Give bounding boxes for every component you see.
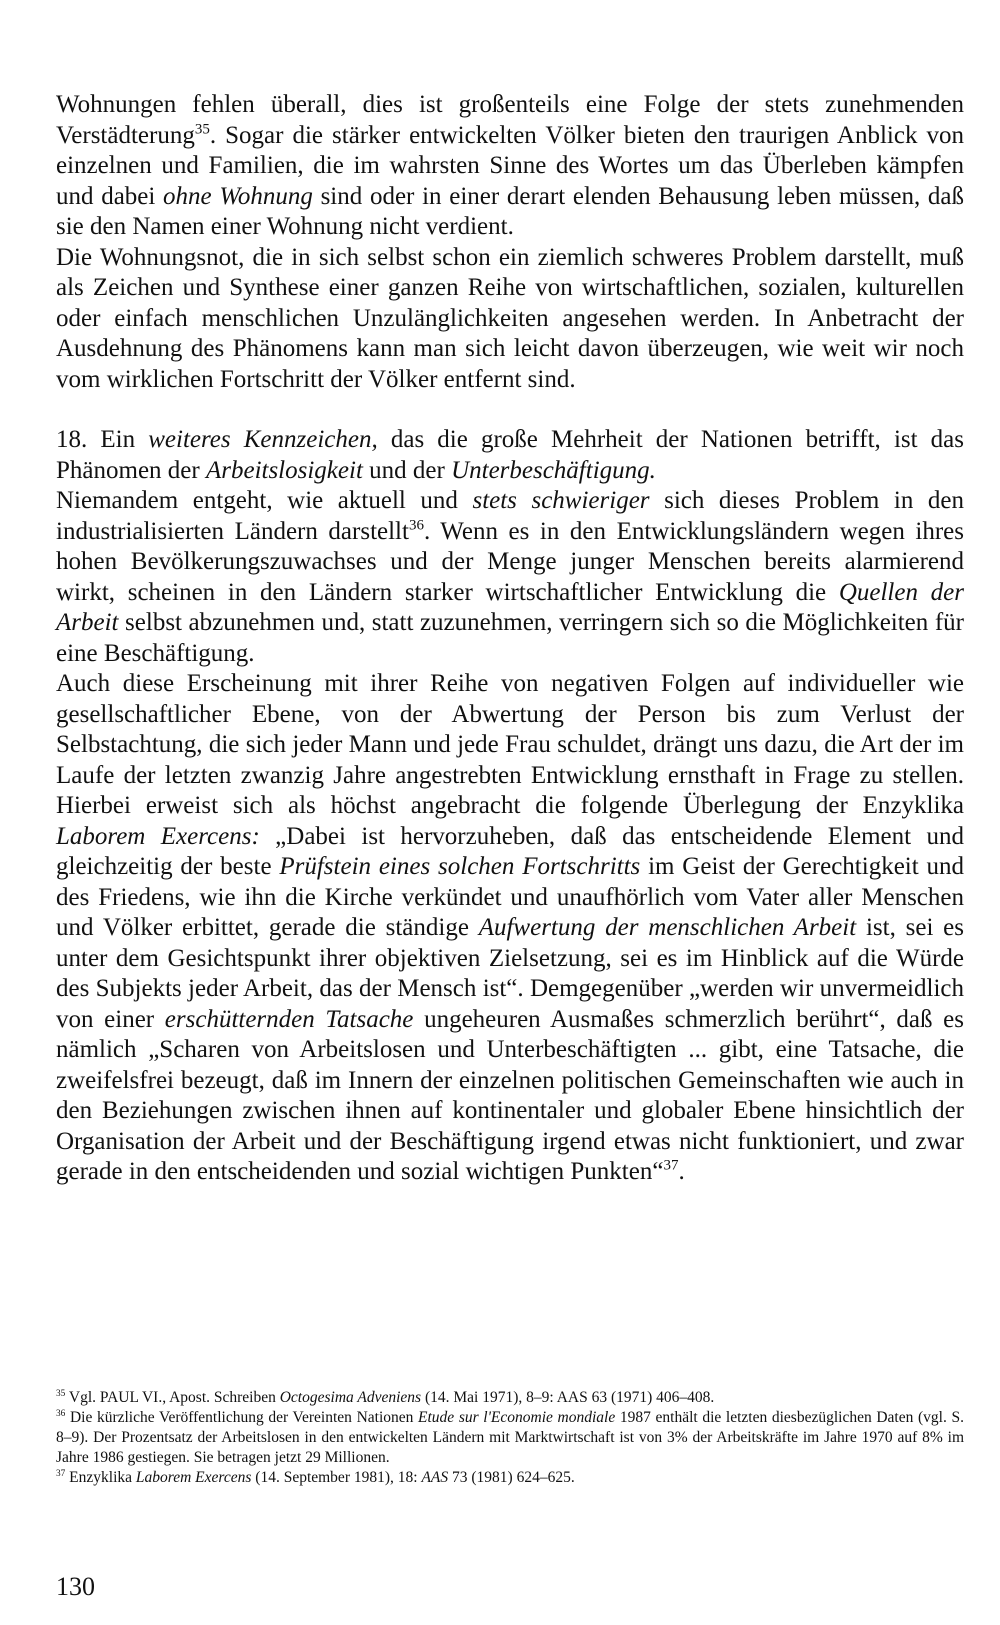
text-run: sich dieses Problem in den industrialisierten Ländern darstellt <box>56 487 964 545</box>
text-run: ungeheuren Ausmaßes schmerzlich berührt“, daß es nämlich „Scharen von Arbeitslosen und Unterbeschäftigten ... gibt, eine Tatsache, die zweifelsfrei bezeugt, daß im Innern der einzelnen politischen Gemeinschaften wie auch in den Beziehungen zwischen ihnen auf kontinentaler und globaler Ebene hinsichtlich der Organisation der Arbeit und der Beschäftigung irgend etwas nicht funktioniert, und zwar gerade in den entscheidenden und sozial wichtigen Punkten“ <box>56 1005 964 1185</box>
emphasized-text: Unterbeschäftigung. <box>451 456 656 484</box>
footnote-reference: 35 <box>56 1388 66 1399</box>
emphasized-text: erschütternden Tatsache <box>164 1005 414 1033</box>
text-run: 73 (1981) 624–625. <box>448 1469 575 1486</box>
emphasized-text: Etude sur l'Economie mondiale <box>418 1409 616 1426</box>
text-run: Vgl. PAUL VI., Apost. Schreiben <box>65 1389 280 1406</box>
text-run: . <box>678 1158 685 1185</box>
text-run: Enzyklika <box>65 1469 136 1486</box>
footnote-reference: 37 <box>56 1468 66 1479</box>
emphasized-text: stets schwieriger <box>472 487 650 514</box>
body-text <box>56 90 964 1188</box>
footnote-reference: 37 <box>663 1157 679 1174</box>
text-run: . Wenn es in den Entwicklungsländern wegen ihres hohen Bevölkerungszuwachses und der Menge junger Menschen bereits alarmierend wirkt, scheinen in den Ländern starker wirtschaftlicher Entwicklung die <box>56 517 964 606</box>
text-run: Niemandem entgeht, wie aktuell und <box>56 487 473 514</box>
emphasized-text: Arbeitslosigkeit <box>205 456 363 484</box>
paragraph <box>56 90 964 243</box>
text-run: ist, sei es unter dem Gesichtspunkt ihrer objektiven Zielsetzung, sei es im Hinblick auf die Würde des Subjekts jeder Arbeit, das der Mensch ist“. Demgegenüber „werden wir unvermeidlich von einer <box>56 914 964 1033</box>
text-run: (14. Mai 1971), 8–9: AAS 63 (1971) 406–408. <box>421 1389 715 1406</box>
footnote <box>56 1408 964 1468</box>
text-run: 18. Ein <box>56 426 149 453</box>
text-run: und der <box>362 456 452 484</box>
emphasized-text: Quellen der Arbeit <box>56 578 964 636</box>
paragraph <box>56 243 964 396</box>
emphasized-text: Laborem Exercens: <box>56 822 260 850</box>
footnote-reference: 36 <box>56 1408 66 1419</box>
footnote <box>56 1468 964 1488</box>
text-run: (14. September 1981), 18: <box>251 1469 422 1486</box>
text-run: „Dabei ist hervorzuheben, daß das entscheidende Element und gleichzeitig der beste <box>56 822 964 880</box>
text-run: 1987 enthält die letzten diesbezüglichen Daten (vgl. S. 8–9). Der Prozentsatz der Arbeitslosen in den entwickelten Ländern mit Marktwirtschaft ist von 3% der Arbeitskräfte im Jahre 1970 auf 8% im Jahre 1986 gestiegen. Sie betragen jetzt 29 Millionen. <box>56 1409 964 1466</box>
text-run: selbst abzunehmen und, statt zuzunehmen, verringern sich so die Möglichkeiten für eine Beschäftigung. <box>56 609 964 667</box>
paragraph <box>56 486 964 669</box>
text-run: . Sogar die stärker entwickelten Völker bieten den traurigen Anblick von einzelnen und Familien, die im wahrsten Sinne des Wortes um das Überleben kämpfen und dabei <box>56 121 964 210</box>
footnote <box>56 1388 964 1408</box>
emphasized-text: Laborem Exercens <box>135 1469 252 1486</box>
text-run: sind oder in einer derart elenden Behausung leben müssen, daß sie den Namen einer Wohnung nicht verdient. <box>56 182 964 240</box>
text-run: Die kürzliche Veröffentlichung der Vereinten Nationen <box>65 1409 419 1426</box>
emphasized-text: Aufwertung der menschlichen Arbeit <box>478 914 857 941</box>
paragraph <box>56 669 964 1188</box>
emphasized-text: Prüfstein eines solchen Fortschritts <box>279 853 641 880</box>
emphasized-text: weiteres Kennzeichen, <box>148 426 378 453</box>
page-number: 130 <box>56 1572 95 1601</box>
emphasized-text: AAS <box>421 1469 449 1486</box>
text-run: im Geist der Gerechtigkeit und des Friedens, wie ihn die Kirche verkündet und unaufhörlich vom Vater aller Menschen und Völker erbittet, gerade die ständige <box>56 853 964 941</box>
footnote-reference: 35 <box>194 121 210 138</box>
text-run: Auch diese Erscheinung mit ihrer Reihe von negativen Folgen auf individueller wie gesellschaftlicher Ebene, von der Abwertung der Person bis zum Verlust der Selbstachtung, die sich jeder Mann und jede Frau schuldet, drängt uns dazu, die Art der im Laufe der letzten zwanzig Jahre angestrebten Entwicklung ernsthaft in Frage zu stellen. Hierbei erweist sich als höchst angebracht die folgende Überlegung der Enzyklika <box>56 670 964 819</box>
footnote-reference: 36 <box>408 517 424 534</box>
footnotes <box>56 1388 964 1488</box>
text-run: Die Wohnungsnot, die in sich selbst schon ein ziemlich schweres Problem darstellt, muß als Zeichen und Synthese einer ganzen Reihe von wirtschaftlichen, sozialen, kulturellen oder einfach menschlichen Unzulänglichkeiten angesehen werden. In Anbetracht der Ausdehnung des Phänomens kann man sich leicht davon überzeugen, wie weit wir noch vom wirklichen Fortschritt der Völker entfernt sind. <box>56 243 964 393</box>
emphasized-text: ohne Wohnung <box>163 182 313 210</box>
text-run: das die große Mehrheit der Nationen betrifft, ist das Phänomen der <box>56 426 965 484</box>
paragraph <box>56 425 964 486</box>
text-run: Wohnungen fehlen überall, dies ist großenteils eine Folge der stets zunehmenden Verstädterung <box>56 91 964 149</box>
emphasized-text: Octogesima Adveniens <box>279 1389 422 1406</box>
